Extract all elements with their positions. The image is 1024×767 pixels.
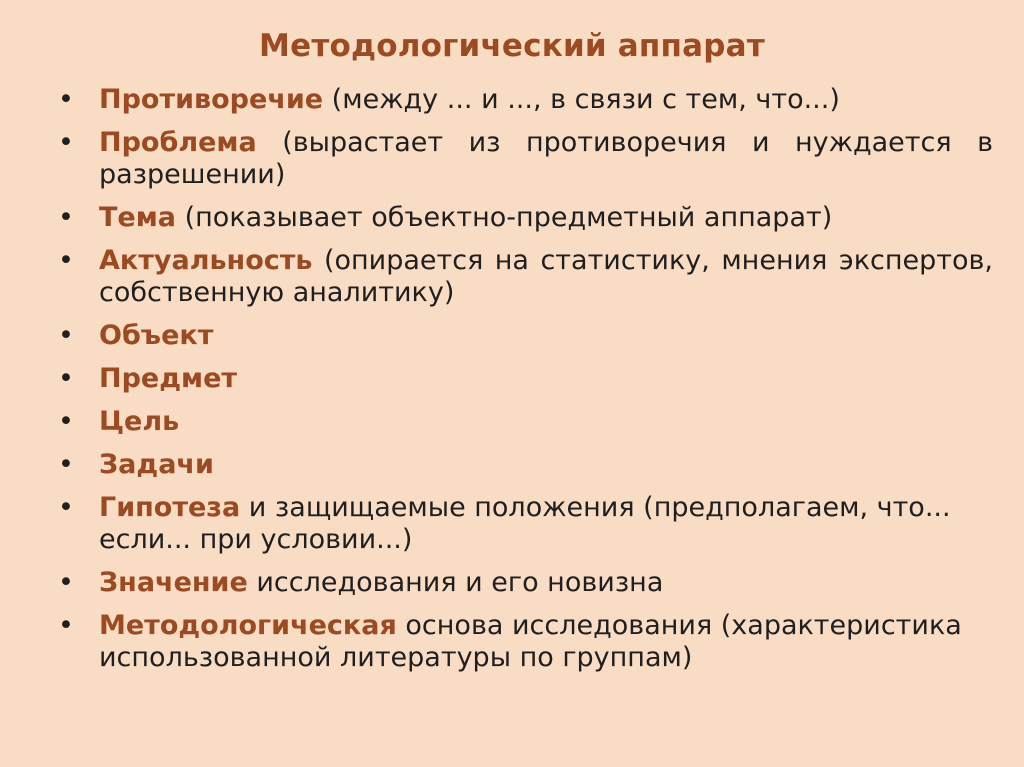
bullet-icon: • bbox=[58, 363, 74, 394]
bullet-icon: • bbox=[58, 84, 74, 115]
item-keyword: Гипотеза bbox=[99, 492, 241, 523]
item-text: и защищаемые положения (предполагаем, что... если... при условии...) bbox=[99, 492, 951, 555]
bullet-icon: • bbox=[58, 406, 74, 437]
bullet-icon: • bbox=[58, 202, 74, 233]
item-text: основа исследования (характеристика использованной литературы по группам) bbox=[99, 610, 962, 673]
list-item bbox=[58, 406, 993, 438]
bullet-icon: • bbox=[58, 610, 74, 641]
bullet-list bbox=[58, 84, 993, 685]
item-keyword: Объект bbox=[99, 320, 214, 351]
list-item bbox=[58, 449, 993, 481]
item-text: (между ... и ..., в связи с тем, что...) bbox=[323, 84, 840, 115]
list-item bbox=[58, 567, 993, 599]
bullet-icon: • bbox=[58, 245, 74, 276]
item-text: исследования и его новизна bbox=[247, 567, 664, 598]
item-text: (показывает объектно-предметный аппарат) bbox=[176, 202, 833, 233]
item-keyword: Задачи bbox=[99, 449, 214, 480]
list-item bbox=[58, 492, 993, 556]
list-item bbox=[58, 363, 993, 395]
item-keyword: Значение bbox=[99, 567, 248, 598]
bullet-icon: • bbox=[58, 127, 74, 158]
item-keyword: Цель bbox=[99, 406, 180, 437]
list-item bbox=[58, 245, 993, 309]
list-item bbox=[58, 84, 993, 116]
item-keyword: Предмет bbox=[99, 363, 238, 394]
item-text: (опирается на статистику, мнения экспертов, собственную аналитику) bbox=[99, 245, 993, 308]
list-item bbox=[58, 202, 993, 234]
item-keyword: Противоречие bbox=[99, 84, 324, 115]
slide-title: Методологический аппарат bbox=[259, 28, 765, 64]
item-keyword: Проблема bbox=[99, 127, 257, 158]
list-item bbox=[58, 610, 993, 674]
bullet-icon: • bbox=[58, 492, 74, 523]
bullet-icon: • bbox=[58, 449, 74, 480]
item-keyword: Актуальность bbox=[99, 245, 313, 276]
item-text: (вырастает из противоречия и нуждается в разрешении) bbox=[99, 127, 993, 190]
bullet-icon: • bbox=[58, 567, 74, 598]
list-item bbox=[58, 320, 993, 352]
bullet-icon: • bbox=[58, 320, 74, 351]
item-keyword: Тема bbox=[99, 202, 177, 233]
list-item bbox=[58, 127, 993, 191]
item-keyword: Методологическая bbox=[99, 610, 397, 641]
